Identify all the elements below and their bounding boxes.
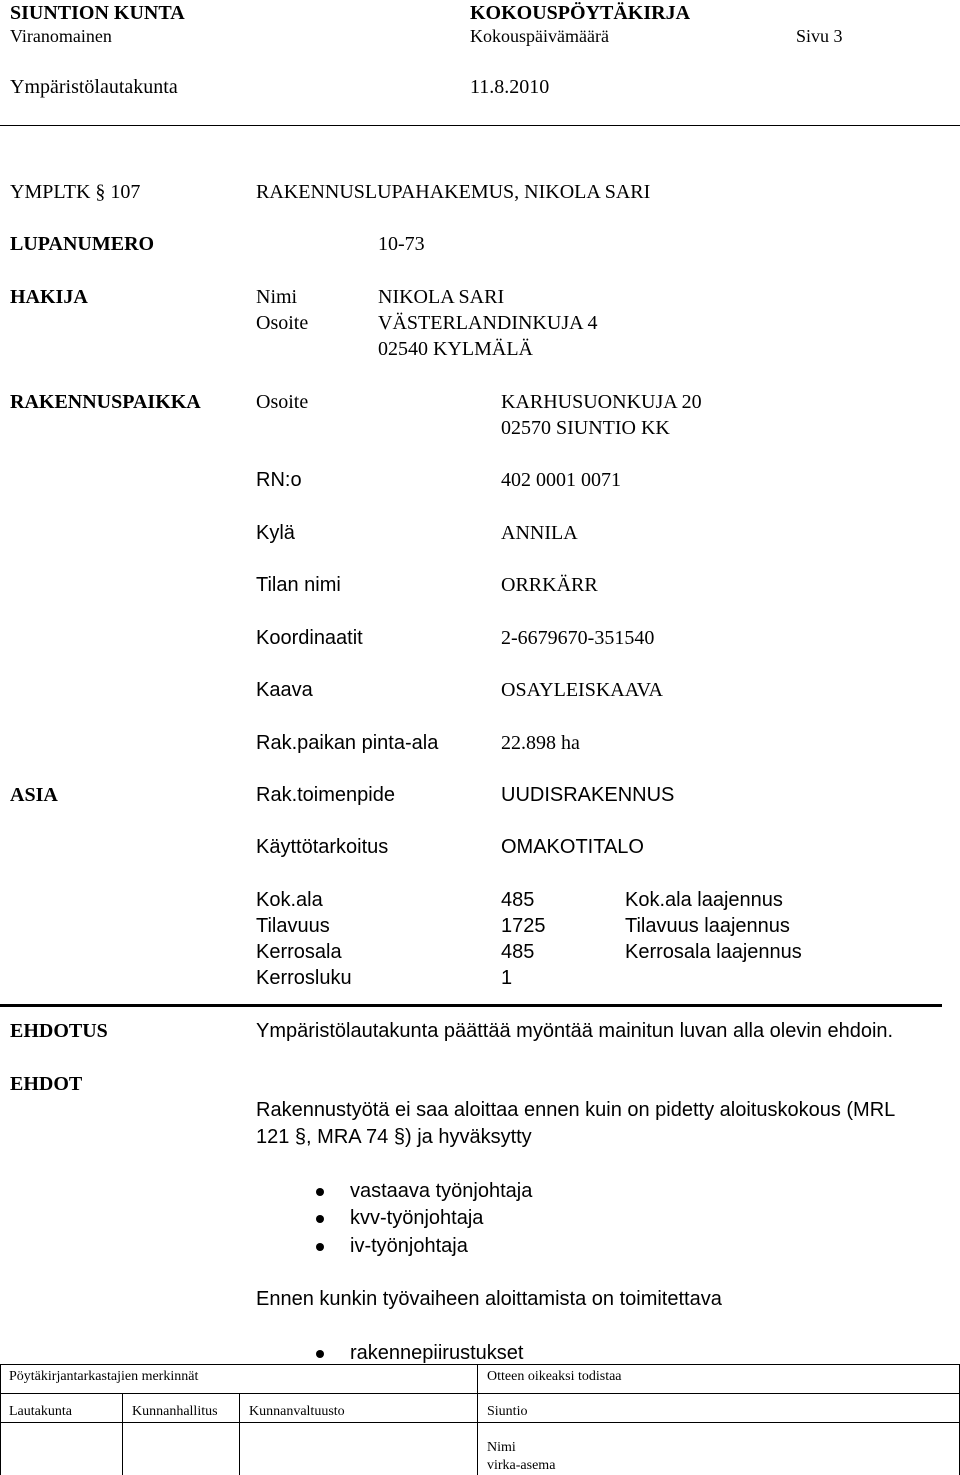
conditions-paragraph: 121 §, MRA 74 §) ja hyväksytty bbox=[256, 1126, 532, 1148]
conditions-paragraph: Ennen kunkin työvaiheen aloittamista on toimitettava bbox=[256, 1288, 722, 1310]
signer-name-label: Nimi bbox=[487, 1440, 516, 1455]
site-row-value: ANNILA bbox=[501, 522, 578, 544]
section-divider bbox=[0, 1004, 942, 1007]
bullet-icon bbox=[316, 1215, 324, 1223]
site-row-value: 22.898 ha bbox=[501, 732, 580, 754]
area-value: 1 bbox=[501, 967, 513, 989]
site-address-label: Osoite bbox=[256, 391, 309, 413]
permit-number-label: LUPANUMERO bbox=[10, 233, 155, 255]
area-label: Kok.ala bbox=[256, 889, 323, 911]
list-item: iv-työnjohtaja bbox=[350, 1235, 468, 1257]
area-value: 1725 bbox=[501, 915, 546, 937]
footer-top-border bbox=[0, 1364, 960, 1365]
area-label: Kerrosluku bbox=[256, 967, 352, 989]
site-row-value: 402 0001 0071 bbox=[501, 469, 621, 491]
certified-label: Otteen oikeaksi todistaa bbox=[487, 1369, 622, 1384]
site-label: RAKENNUSPAIKKA bbox=[10, 391, 201, 413]
board-label: Lautakunta bbox=[9, 1404, 72, 1419]
footer bbox=[0, 1364, 960, 1475]
municipality-name: SIUNTION KUNTA bbox=[10, 2, 185, 24]
site-row-label: Kylä bbox=[256, 522, 295, 544]
area-extension-label: Kerrosala laajennus bbox=[625, 941, 802, 963]
area-value: 485 bbox=[501, 889, 535, 911]
area-label: Kerrosala bbox=[256, 941, 342, 963]
site-row-label: Kaava bbox=[256, 679, 313, 701]
list-item: rakennepiirustukset bbox=[350, 1342, 524, 1364]
applicant-label: HAKIJA bbox=[10, 286, 88, 308]
conditions-paragraph: Rakennustyötä ei saa aloittaa ennen kuin on pidetty aloituskokous (MRL bbox=[256, 1099, 896, 1121]
site-row-value: ORRKÄRR bbox=[501, 574, 598, 596]
government-label: Kunnanhallitus bbox=[132, 1404, 218, 1419]
bullet-icon bbox=[316, 1243, 324, 1251]
document-type: KOKOUSPÖYTÄKIRJA bbox=[470, 2, 691, 24]
authority-name: Ympäristölautakunta bbox=[10, 76, 178, 98]
page-number: Sivu 3 bbox=[796, 26, 843, 46]
list-item: vastaava työnjohtaja bbox=[350, 1180, 533, 1202]
applicant-address-line1: VÄSTERLANDINKUJA 4 bbox=[378, 312, 598, 334]
footer-left-border bbox=[0, 1364, 1, 1475]
site-row-value: 2-6679670-351540 bbox=[501, 627, 655, 649]
meeting-date-label: Kokouspäivämäärä bbox=[470, 26, 609, 46]
matter-row-value: UUDISRAKENNUS bbox=[501, 784, 675, 806]
matter-row-value: OMAKOTITALO bbox=[501, 836, 644, 858]
list-item: kvv-työnjohtaja bbox=[350, 1207, 484, 1229]
footer-row-border bbox=[0, 1393, 960, 1394]
header-divider bbox=[0, 125, 960, 126]
site-address-line2: 02570 SIUNTIO KK bbox=[501, 417, 670, 439]
footer-row-border bbox=[0, 1422, 960, 1423]
area-extension-label: Tilavuus laajennus bbox=[625, 915, 790, 937]
council-label: Kunnanvaltuusto bbox=[249, 1404, 345, 1419]
site-row-value: OSAYLEISKAAVA bbox=[501, 679, 663, 701]
signer-title-label: virka-asema bbox=[487, 1458, 556, 1473]
site-row-label: RN:o bbox=[256, 469, 302, 491]
authority-label: Viranomainen bbox=[10, 26, 112, 46]
applicant-address-label: Osoite bbox=[256, 312, 309, 334]
footer-column-border bbox=[239, 1393, 240, 1475]
site-row-label: Tilan nimi bbox=[256, 574, 341, 596]
permit-number: 10-73 bbox=[378, 233, 425, 255]
matter-label: ASIA bbox=[10, 784, 58, 806]
bullet-icon bbox=[316, 1350, 324, 1358]
proposal-label: EHDOTUS bbox=[10, 1020, 108, 1042]
site-row-label: Rak.paikan pinta-ala bbox=[256, 732, 439, 754]
site-row-label: Koordinaatit bbox=[256, 627, 363, 649]
applicant-address-line2: 02540 KYLMÄLÄ bbox=[378, 338, 533, 360]
footer-column-border bbox=[122, 1393, 123, 1475]
area-extension-label: Kok.ala laajennus bbox=[625, 889, 783, 911]
proposal-text: Ympäristölautakunta päättää myöntää mainitun luvan alla olevin ehdoin. bbox=[256, 1020, 894, 1042]
matter-row-label: Rak.toimenpide bbox=[256, 784, 395, 806]
meeting-date: 11.8.2010 bbox=[470, 76, 550, 98]
case-title: RAKENNUSLUPAHAKEMUS, NIKOLA SARI bbox=[256, 181, 651, 203]
footer-column-border bbox=[477, 1364, 478, 1475]
applicant-name-label: Nimi bbox=[256, 286, 298, 308]
area-label: Tilavuus bbox=[256, 915, 330, 937]
bullet-icon bbox=[316, 1188, 324, 1196]
section-number: YMPLTK § 107 bbox=[10, 181, 141, 203]
place-label: Siuntio bbox=[487, 1404, 528, 1419]
inspectors-label: Pöytäkirjantarkastajien merkinnät bbox=[9, 1369, 199, 1384]
conditions-label: EHDOT bbox=[10, 1073, 83, 1095]
applicant-name: NIKOLA SARI bbox=[378, 286, 505, 308]
matter-row-label: Käyttötarkoitus bbox=[256, 836, 389, 858]
area-value: 485 bbox=[501, 941, 535, 963]
site-address-line1: KARHUSUONKUJA 20 bbox=[501, 391, 702, 413]
